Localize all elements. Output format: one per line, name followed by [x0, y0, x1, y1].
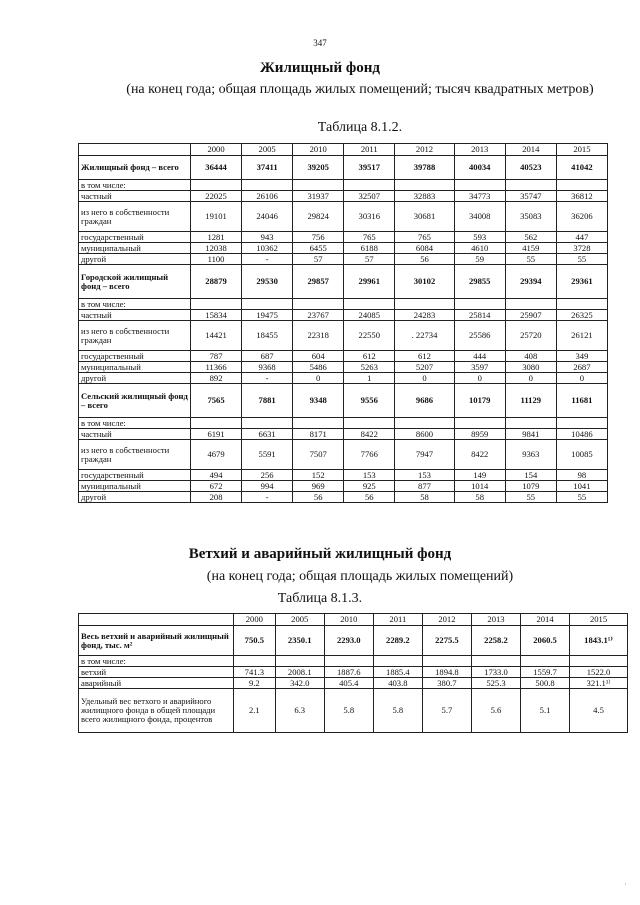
- row-label: другой: [79, 373, 191, 384]
- cell-value: 1281: [191, 232, 242, 243]
- cell-value: 26106: [242, 191, 293, 202]
- cell-value: [293, 299, 344, 310]
- column-header-year: 2013: [454, 144, 505, 156]
- cell-value: 1522.0: [570, 667, 628, 678]
- row-label: Городской жилищный фонд – всего: [79, 265, 191, 299]
- cell-value: 5207: [395, 362, 454, 373]
- cell-value: 1559.7: [521, 667, 570, 678]
- cell-value: -: [242, 254, 293, 265]
- column-header-year: 2015: [570, 614, 628, 626]
- row-label: Жилищный фонд – всего: [79, 156, 191, 180]
- row-label: другой: [79, 492, 191, 503]
- cell-value: 3080: [505, 362, 556, 373]
- cell-value: 40523: [505, 156, 556, 180]
- cell-value: 24046: [242, 202, 293, 232]
- cell-value: 405.4: [324, 678, 373, 689]
- table-row: [79, 310, 608, 321]
- column-header-year: 2010: [324, 614, 373, 626]
- column-header-year: 2012: [395, 144, 454, 156]
- row-label: в том числе:: [79, 180, 191, 191]
- cell-value: 494: [191, 470, 242, 481]
- cell-value: 604: [293, 351, 344, 362]
- row-label: муниципальный: [79, 243, 191, 254]
- cell-value: 10179: [454, 384, 505, 418]
- cell-value: 152: [293, 470, 344, 481]
- column-header-year: 2010: [293, 144, 344, 156]
- row-label: ветхий: [79, 667, 234, 678]
- table-row: [79, 470, 608, 481]
- cell-value: 4159: [505, 243, 556, 254]
- table-row: [79, 299, 608, 310]
- cell-value: 154: [505, 470, 556, 481]
- row-label: муниципальный: [79, 362, 191, 373]
- cell-value: 4.5: [570, 689, 628, 733]
- cell-value: 2008.1: [275, 667, 324, 678]
- cell-value: [324, 656, 373, 667]
- cell-value: 8422: [344, 429, 395, 440]
- row-label: из него в собственности граждан: [79, 202, 191, 232]
- row-label: в том числе:: [79, 299, 191, 310]
- cell-value: [395, 418, 454, 429]
- cell-value: 208: [191, 492, 242, 503]
- cell-value: 29961: [344, 265, 395, 299]
- cell-value: 765: [344, 232, 395, 243]
- cell-value: 1079: [505, 481, 556, 492]
- column-header-year: 2005: [242, 144, 293, 156]
- cell-value: 6631: [242, 429, 293, 440]
- cell-value: [344, 180, 395, 191]
- cell-value: 1894.8: [422, 667, 471, 678]
- cell-value: 403.8: [373, 678, 422, 689]
- table-row: [79, 492, 608, 503]
- cell-value: [373, 656, 422, 667]
- cell-value: 149: [454, 470, 505, 481]
- cell-value: 943: [242, 232, 293, 243]
- cell-value: 39517: [344, 156, 395, 180]
- cell-value: 59: [454, 254, 505, 265]
- cell-value: 5263: [344, 362, 395, 373]
- dilapidated-housing-table: [78, 613, 628, 733]
- cell-value: 56: [293, 492, 344, 503]
- cell-value: 672: [191, 481, 242, 492]
- cell-value: 687: [242, 351, 293, 362]
- cell-value: 9363: [505, 440, 556, 470]
- cell-value: 25720: [505, 321, 556, 351]
- header-corner: [79, 144, 191, 156]
- cell-value: 30316: [344, 202, 395, 232]
- row-label: Сельский жилищный фонд – всего: [79, 384, 191, 418]
- cell-value: 256: [242, 470, 293, 481]
- cell-value: 4610: [454, 243, 505, 254]
- row-label: аварийный: [79, 678, 234, 689]
- table-row: [79, 180, 608, 191]
- cell-value: [570, 656, 628, 667]
- cell-value: 24085: [344, 310, 395, 321]
- column-header-year: 2014: [505, 144, 556, 156]
- cell-value: 6.3: [275, 689, 324, 733]
- cell-value: [344, 299, 395, 310]
- cell-value: 55: [505, 492, 556, 503]
- cell-value: 36812: [556, 191, 607, 202]
- cell-value: [454, 299, 505, 310]
- cell-value: 500.8: [521, 678, 570, 689]
- cell-value: [275, 656, 324, 667]
- row-label: государственный: [79, 470, 191, 481]
- cell-value: 55: [556, 254, 607, 265]
- cell-value: 969: [293, 481, 344, 492]
- section2-title: Ветхий и аварийный жилищный фонд: [188, 546, 452, 562]
- cell-value: 444: [454, 351, 505, 362]
- cell-value: 9686: [395, 384, 454, 418]
- table-row: [79, 481, 608, 492]
- cell-value: 1041: [556, 481, 607, 492]
- cell-value: 321.1¹⁾: [570, 678, 628, 689]
- cell-value: 39205: [293, 156, 344, 180]
- cell-value: 8600: [395, 429, 454, 440]
- cell-value: 5.6: [471, 689, 520, 733]
- cell-value: 0: [556, 373, 607, 384]
- cell-value: 8422: [454, 440, 505, 470]
- table-row: [79, 202, 608, 232]
- cell-value: 18455: [242, 321, 293, 351]
- cell-value: 9368: [242, 362, 293, 373]
- cell-value: 342.0: [275, 678, 324, 689]
- row-label: муниципальный: [79, 481, 191, 492]
- cell-value: 30681: [395, 202, 454, 232]
- cell-value: 7507: [293, 440, 344, 470]
- cell-value: [395, 299, 454, 310]
- cell-value: 2258.2: [471, 626, 520, 656]
- table-row: [79, 373, 608, 384]
- table-row: [79, 243, 608, 254]
- cell-value: 11681: [556, 384, 607, 418]
- cell-value: 562: [505, 232, 556, 243]
- cell-value: 3597: [454, 362, 505, 373]
- cell-value: [422, 656, 471, 667]
- cell-value: 1887.6: [324, 667, 373, 678]
- row-label: частный: [79, 310, 191, 321]
- cell-value: [505, 299, 556, 310]
- column-header-year: 2012: [422, 614, 471, 626]
- cell-value: 26121: [556, 321, 607, 351]
- column-header-year: 2013: [471, 614, 520, 626]
- table-row: [79, 626, 628, 656]
- table-row: [79, 440, 608, 470]
- cell-value: 750.5: [234, 626, 276, 656]
- cell-value: 7881: [242, 384, 293, 418]
- cell-value: 5.8: [373, 689, 422, 733]
- housing-stock-table: [78, 143, 608, 503]
- cell-value: [556, 418, 607, 429]
- cell-value: 765: [395, 232, 454, 243]
- cell-value: [242, 299, 293, 310]
- cell-value: 23767: [293, 310, 344, 321]
- cell-value: 7565: [191, 384, 242, 418]
- cell-value: [293, 418, 344, 429]
- cell-value: 1843.1¹⁾: [570, 626, 628, 656]
- cell-value: 6084: [395, 243, 454, 254]
- table-row: [79, 265, 608, 299]
- cell-value: 8959: [454, 429, 505, 440]
- cell-value: 408: [505, 351, 556, 362]
- cell-value: 36206: [556, 202, 607, 232]
- cell-value: 25814: [454, 310, 505, 321]
- cell-value: 0: [454, 373, 505, 384]
- cell-value: 612: [395, 351, 454, 362]
- row-label: Весь ветхий и аварийный жилищный фонд, тыс. м²: [79, 626, 234, 656]
- cell-value: 56: [395, 254, 454, 265]
- cell-value: 29361: [556, 265, 607, 299]
- section1-caption: Таблица 8.1.2.: [317, 120, 403, 135]
- cell-value: 22025: [191, 191, 242, 202]
- table-row: [79, 667, 628, 678]
- row-label: государственный: [79, 232, 191, 243]
- cell-value: 12038: [191, 243, 242, 254]
- column-header-year: 2000: [234, 614, 276, 626]
- cell-value: 153: [344, 470, 395, 481]
- section2-subtitle: (на конец года; общая площадь жилых помещений): [206, 569, 514, 584]
- row-label: в том числе:: [79, 418, 191, 429]
- table-header-row: [79, 614, 628, 626]
- cell-value: 1: [344, 373, 395, 384]
- cell-value: 34773: [454, 191, 505, 202]
- cell-value: [471, 656, 520, 667]
- cell-value: 55: [505, 254, 556, 265]
- cell-value: [505, 180, 556, 191]
- cell-value: 9556: [344, 384, 395, 418]
- cell-value: [234, 656, 276, 667]
- cell-value: 380.7: [422, 678, 471, 689]
- column-header-year: 2011: [373, 614, 422, 626]
- cell-value: 349: [556, 351, 607, 362]
- cell-value: 25586: [454, 321, 505, 351]
- cell-value: 153: [395, 470, 454, 481]
- cell-value: 2350.1: [275, 626, 324, 656]
- cell-value: 32507: [344, 191, 395, 202]
- row-label: в том числе:: [79, 656, 234, 667]
- cell-value: 40034: [454, 156, 505, 180]
- row-label: другой: [79, 254, 191, 265]
- cell-value: 3728: [556, 243, 607, 254]
- section2-caption: Таблица 8.1.3.: [277, 591, 363, 606]
- table-row: [79, 678, 628, 689]
- cell-value: [556, 299, 607, 310]
- cell-value: 1885.4: [373, 667, 422, 678]
- cell-value: 8171: [293, 429, 344, 440]
- section1-title: Жилищный фонд: [259, 60, 381, 76]
- table-row: [79, 689, 628, 733]
- table-header-row: [79, 144, 608, 156]
- row-label: частный: [79, 191, 191, 202]
- cell-value: 32883: [395, 191, 454, 202]
- cell-value: 5591: [242, 440, 293, 470]
- table-row: [79, 418, 608, 429]
- row-label: государственный: [79, 351, 191, 362]
- cell-value: 5.8: [324, 689, 373, 733]
- cell-value: 9.2: [234, 678, 276, 689]
- cell-value: 24283: [395, 310, 454, 321]
- column-header-year: 2000: [191, 144, 242, 156]
- column-header-year: 2014: [521, 614, 570, 626]
- cell-value: 19475: [242, 310, 293, 321]
- cell-value: [395, 180, 454, 191]
- cell-value: 56: [344, 492, 395, 503]
- cell-value: 35747: [505, 191, 556, 202]
- cell-value: 7766: [344, 440, 395, 470]
- cell-value: [505, 418, 556, 429]
- cell-value: 612: [344, 351, 395, 362]
- cell-value: 0: [505, 373, 556, 384]
- cell-value: -: [242, 492, 293, 503]
- cell-value: 11129: [505, 384, 556, 418]
- cell-value: 0: [293, 373, 344, 384]
- cell-value: 10085: [556, 440, 607, 470]
- table-row: [79, 362, 608, 373]
- cell-value: 11366: [191, 362, 242, 373]
- table-row: [79, 191, 608, 202]
- table-row: [79, 232, 608, 243]
- cell-value: 6191: [191, 429, 242, 440]
- cell-value: 29530: [242, 265, 293, 299]
- cell-value: 22318: [293, 321, 344, 351]
- table-row: [79, 254, 608, 265]
- cell-value: [293, 180, 344, 191]
- table-row: [79, 429, 608, 440]
- cell-value: [556, 180, 607, 191]
- cell-value: 37411: [242, 156, 293, 180]
- cell-value: 58: [454, 492, 505, 503]
- cell-value: 2.1: [234, 689, 276, 733]
- cell-value: 31937: [293, 191, 344, 202]
- cell-value: 525.3: [471, 678, 520, 689]
- table-row: [79, 156, 608, 180]
- cell-value: 6455: [293, 243, 344, 254]
- cell-value: -: [242, 373, 293, 384]
- cell-value: 57: [293, 254, 344, 265]
- cell-value: 5486: [293, 362, 344, 373]
- cell-value: [242, 180, 293, 191]
- cell-value: 6188: [344, 243, 395, 254]
- cell-value: 29857: [293, 265, 344, 299]
- header-corner: [79, 614, 234, 626]
- cell-value: 14421: [191, 321, 242, 351]
- cell-value: 2275.5: [422, 626, 471, 656]
- cell-value: 15834: [191, 310, 242, 321]
- cell-value: 741.3: [234, 667, 276, 678]
- cell-value: 22550: [344, 321, 395, 351]
- table-row: [79, 656, 628, 667]
- column-header-year: 2011: [344, 144, 395, 156]
- cell-value: 1014: [454, 481, 505, 492]
- cell-value: [521, 656, 570, 667]
- cell-value: [454, 418, 505, 429]
- cell-value: 5.7: [422, 689, 471, 733]
- cell-value: 756: [293, 232, 344, 243]
- cell-value: [344, 418, 395, 429]
- cell-value: 26325: [556, 310, 607, 321]
- cell-value: [191, 418, 242, 429]
- cell-value: 9348: [293, 384, 344, 418]
- cell-value: 5.1: [521, 689, 570, 733]
- table-row: [79, 351, 608, 362]
- table-row: [79, 384, 608, 418]
- cell-value: 55: [556, 492, 607, 503]
- cell-value: [242, 418, 293, 429]
- cell-value: 29855: [454, 265, 505, 299]
- cell-value: 10362: [242, 243, 293, 254]
- cell-value: 35083: [505, 202, 556, 232]
- cell-value: . 22734: [395, 321, 454, 351]
- page-number: 347: [313, 38, 327, 48]
- cell-value: 30102: [395, 265, 454, 299]
- cell-value: 19101: [191, 202, 242, 232]
- cell-value: 41042: [556, 156, 607, 180]
- cell-value: 28879: [191, 265, 242, 299]
- column-header-year: 2005: [275, 614, 324, 626]
- cell-value: 34008: [454, 202, 505, 232]
- cell-value: 29394: [505, 265, 556, 299]
- cell-value: 58: [395, 492, 454, 503]
- cell-value: 447: [556, 232, 607, 243]
- cell-value: 0: [395, 373, 454, 384]
- cell-value: [191, 299, 242, 310]
- cell-value: 877: [395, 481, 454, 492]
- scan-mark: ·: [624, 880, 627, 889]
- cell-value: 29824: [293, 202, 344, 232]
- cell-value: 4679: [191, 440, 242, 470]
- table-row: [79, 321, 608, 351]
- cell-value: 39788: [395, 156, 454, 180]
- cell-value: 1100: [191, 254, 242, 265]
- column-header-year: 2015: [556, 144, 607, 156]
- cell-value: 25907: [505, 310, 556, 321]
- cell-value: 2289.2: [373, 626, 422, 656]
- cell-value: 2293.0: [324, 626, 373, 656]
- cell-value: 2687: [556, 362, 607, 373]
- cell-value: 1733.0: [471, 667, 520, 678]
- cell-value: 57: [344, 254, 395, 265]
- cell-value: 787: [191, 351, 242, 362]
- cell-value: 892: [191, 373, 242, 384]
- row-label: из него в собственности граждан: [79, 440, 191, 470]
- section1-subtitle: (на конец года; общая площадь жилых помещений; тысяч квадратных метров): [126, 82, 594, 97]
- cell-value: 994: [242, 481, 293, 492]
- row-label: частный: [79, 429, 191, 440]
- row-label: Удельный вес ветхого и аварийного жилищного фонда в общей площади всего жилищного фонда, процентов: [79, 689, 234, 733]
- cell-value: 9841: [505, 429, 556, 440]
- cell-value: 2060.5: [521, 626, 570, 656]
- cell-value: 98: [556, 470, 607, 481]
- cell-value: 593: [454, 232, 505, 243]
- cell-value: 925: [344, 481, 395, 492]
- cell-value: [454, 180, 505, 191]
- cell-value: 10486: [556, 429, 607, 440]
- row-label: из него в собственности граждан: [79, 321, 191, 351]
- cell-value: 7947: [395, 440, 454, 470]
- cell-value: [191, 180, 242, 191]
- cell-value: 36444: [191, 156, 242, 180]
